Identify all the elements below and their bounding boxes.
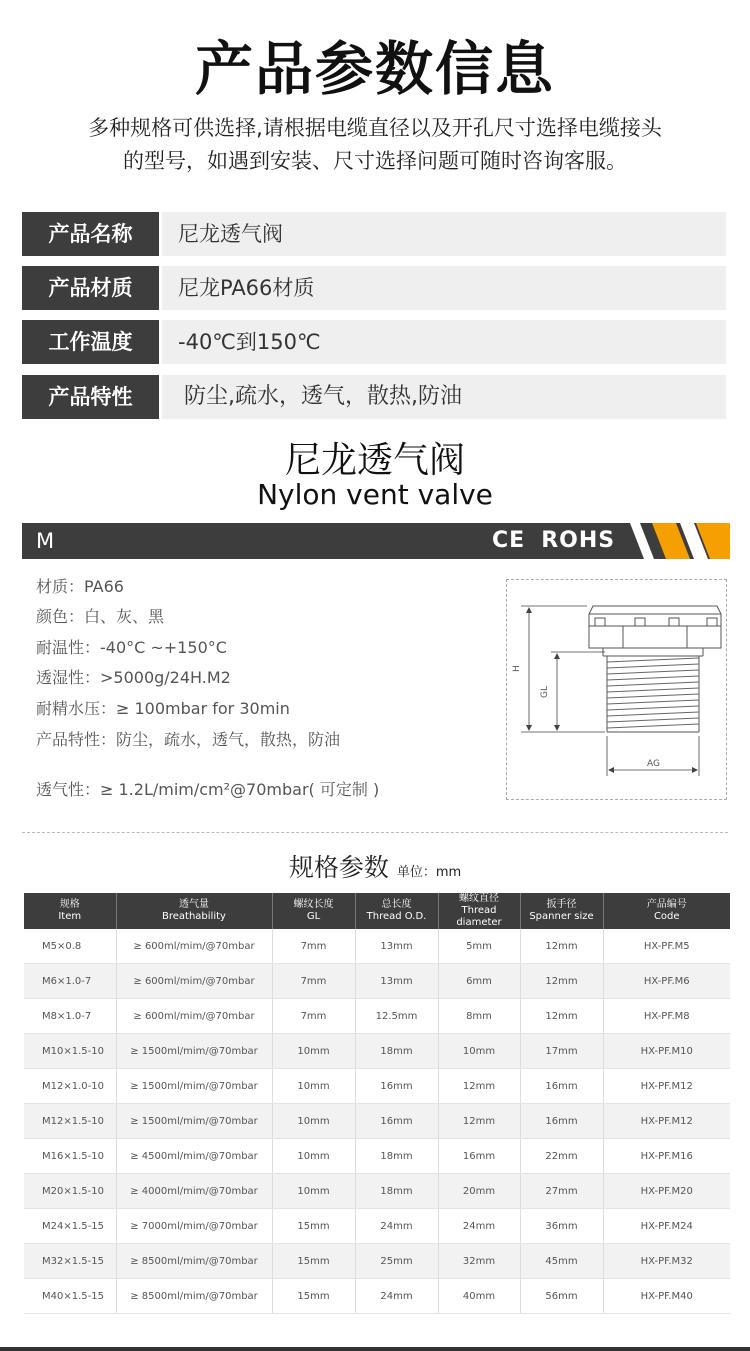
info-value: 尼龙透气阀: [162, 212, 726, 256]
spec-material: 材质：PA66: [36, 577, 124, 596]
table-row: [24, 1139, 730, 1174]
cell-gl: 7mm: [272, 964, 355, 999]
cell-spanner-size: 17mm: [520, 1034, 603, 1069]
cell-code: HX-PF.M24: [603, 1209, 730, 1244]
cell-thread-diameter: 5mm: [438, 929, 520, 964]
rohs-label: ROHS: [541, 528, 616, 553]
dimension-label-ag: AG: [647, 759, 660, 769]
cell-spanner-size: 12mm: [520, 929, 603, 964]
cell-item: M6×1.0-7: [24, 964, 116, 999]
cell-spanner-size: 16mm: [520, 1069, 603, 1104]
cell-gl: 10mm: [272, 1104, 355, 1139]
cell-thread-diameter: 12mm: [438, 1069, 520, 1104]
cell-thread-od: 12.5mm: [355, 999, 438, 1034]
cell-thread-od: 13mm: [355, 929, 438, 964]
cell-thread-diameter: 16mm: [438, 1139, 520, 1174]
spec-table-unit: 单位：mm: [396, 865, 462, 880]
cell-item: M40×1.5-15: [24, 1279, 116, 1314]
cell-thread-od: 18mm: [355, 1174, 438, 1209]
table-row: [24, 1104, 730, 1139]
info-value: 尼龙PA66材质: [162, 266, 726, 310]
cell-spanner-size: 27mm: [520, 1174, 603, 1209]
cell-breathability: ≥ 600ml/mim/@70mbar: [116, 929, 272, 964]
vent-valve-drawing-icon: [507, 580, 726, 799]
cell-spanner-size: 56mm: [520, 1279, 603, 1314]
spec-features: 产品特性：防尘，疏水，透气，散热，防油: [36, 730, 341, 749]
cell-code: HX-PF.M5: [603, 929, 730, 964]
cell-code: HX-PF.M12: [603, 1069, 730, 1104]
column-header: 透气量 Breathability: [116, 893, 272, 929]
intro-line-2: 的型号，如遇到安装、尺寸选择问题可随时咨询客服。: [123, 149, 627, 173]
cell-code: HX-PF.M6: [603, 964, 730, 999]
model-banner: [22, 523, 730, 559]
cell-spanner-size: 12mm: [520, 964, 603, 999]
cell-gl: 7mm: [272, 929, 355, 964]
technical-drawing: [506, 579, 727, 800]
cell-thread-diameter: 6mm: [438, 964, 520, 999]
cell-thread-od: 24mm: [355, 1209, 438, 1244]
cell-breathability: ≥ 1500ml/mim/@70mbar: [116, 1034, 272, 1069]
spec-color: 颜色：白、灰、黑: [36, 607, 165, 626]
cell-code: HX-PF.M40: [603, 1279, 730, 1314]
cell-spanner-size: 36mm: [520, 1209, 603, 1244]
info-value: 防尘,疏水，透气，散热,防油: [162, 375, 726, 419]
cell-gl: 7mm: [272, 999, 355, 1034]
cell-code: HX-PF.M16: [603, 1139, 730, 1174]
spec-airflow: 透气性：≥ 1.2L/mim/cm²@70mbar( 可定制 ): [36, 780, 380, 799]
cell-item: M20×1.5-10: [24, 1174, 116, 1209]
cell-item: M5×0.8: [24, 929, 116, 964]
spec-water-pressure: 耐精水压：≥ 100mbar for 30min: [36, 699, 290, 718]
dimension-label-h: H: [512, 665, 522, 672]
cell-thread-od: 18mm: [355, 1139, 438, 1174]
table-row: [24, 1069, 730, 1104]
cell-thread-od: 24mm: [355, 1279, 438, 1314]
cell-thread-diameter: 8mm: [438, 999, 520, 1034]
cell-thread-od: 25mm: [355, 1244, 438, 1279]
cell-code: HX-PF.M20: [603, 1174, 730, 1209]
cell-code: HX-PF.M10: [603, 1034, 730, 1069]
info-row-features: [22, 375, 726, 419]
info-value: -40℃到150℃: [162, 320, 726, 364]
product-name-cn: 尼龙透气阀: [284, 440, 465, 481]
cell-item: M12×1.0-10: [24, 1069, 116, 1104]
cell-spanner-size: 45mm: [520, 1244, 603, 1279]
info-label: 产品名称: [22, 212, 159, 256]
table-row: [24, 999, 730, 1034]
cell-item: M32×1.5-15: [24, 1244, 116, 1279]
spec-moisture: 透湿性：>5000g/24H.M2: [36, 668, 231, 687]
intro-line-1: 多种规格可供选择,请根据电缆直径以及开孔尺寸选择电缆接头: [88, 116, 662, 140]
info-row-name: [22, 212, 726, 256]
cell-breathability: ≥ 600ml/mim/@70mbar: [116, 999, 272, 1034]
cell-item: M24×1.5-15: [24, 1209, 116, 1244]
cell-item: M16×1.5-10: [24, 1139, 116, 1174]
product-name-en: Nylon vent valve: [257, 478, 493, 511]
table-row: [24, 964, 730, 999]
cell-thread-diameter: 24mm: [438, 1209, 520, 1244]
column-header: 总长度 Thread O.D.: [355, 893, 438, 929]
cell-item: M8×1.0-7: [24, 999, 116, 1034]
cell-gl: 10mm: [272, 1034, 355, 1069]
cell-thread-od: 13mm: [355, 964, 438, 999]
cell-gl: 15mm: [272, 1209, 355, 1244]
cell-code: HX-PF.M12: [603, 1104, 730, 1139]
dimension-label-gl: GL: [540, 686, 550, 698]
info-label: 工作温度: [22, 320, 159, 364]
cell-breathability: ≥ 1500ml/mim/@70mbar: [116, 1069, 272, 1104]
cell-gl: 10mm: [272, 1069, 355, 1104]
spec-table-heading: [0, 848, 750, 884]
spec-table-title: 规格参数: [288, 853, 389, 882]
cell-thread-diameter: 12mm: [438, 1104, 520, 1139]
cell-breathability: ≥ 4000ml/mim/@70mbar: [116, 1174, 272, 1209]
info-row-material: [22, 266, 726, 310]
info-label: 产品特性: [22, 375, 159, 419]
cell-thread-diameter: 10mm: [438, 1034, 520, 1069]
cell-gl: 15mm: [272, 1279, 355, 1314]
cell-breathability: ≥ 1500ml/mim/@70mbar: [116, 1104, 272, 1139]
column-header: 螺纹直径 Thread diameter: [438, 893, 520, 929]
cell-gl: 15mm: [272, 1244, 355, 1279]
cell-spanner-size: 12mm: [520, 999, 603, 1034]
table-row: [24, 1174, 730, 1209]
certifications: [492, 523, 615, 559]
table-header-row: [24, 893, 730, 929]
cell-breathability: ≥ 8500ml/mim/@70mbar: [116, 1244, 272, 1279]
table-row: [24, 1244, 730, 1279]
cell-code: HX-PF.M8: [603, 999, 730, 1034]
table-row: [24, 1279, 730, 1314]
cell-gl: 10mm: [272, 1174, 355, 1209]
table-row: [24, 1034, 730, 1069]
intro-text: [40, 112, 710, 178]
info-label: 产品材质: [22, 266, 159, 310]
cell-breathability: ≥ 8500ml/mim/@70mbar: [116, 1279, 272, 1314]
cell-breathability: ≥ 7000ml/mim/@70mbar: [116, 1209, 272, 1244]
bottom-border: [0, 1347, 750, 1351]
cell-thread-diameter: 20mm: [438, 1174, 520, 1209]
cell-item: M10×1.5-10: [24, 1034, 116, 1069]
cell-code: HX-PF.M32: [603, 1244, 730, 1279]
column-header: 扳手径 Spanner size: [520, 893, 603, 929]
info-row-temperature: [22, 320, 726, 364]
cell-thread-od: 18mm: [355, 1034, 438, 1069]
spec-temperature: 耐温性：-40°C ~+150°C: [36, 638, 227, 657]
page-title: 产品参数信息: [194, 35, 555, 103]
cell-gl: 10mm: [272, 1139, 355, 1174]
stripes-decoration-icon: [630, 523, 730, 559]
cell-thread-od: 16mm: [355, 1104, 438, 1139]
spec-table: [24, 893, 730, 1314]
cell-spanner-size: 22mm: [520, 1139, 603, 1174]
cell-spanner-size: 16mm: [520, 1104, 603, 1139]
cell-item: M12×1.5-10: [24, 1104, 116, 1139]
cell-breathability: ≥ 600ml/mim/@70mbar: [116, 964, 272, 999]
table-row: [24, 1209, 730, 1244]
ce-mark-icon: CE: [492, 528, 526, 553]
column-header: 规格 Item: [24, 893, 116, 929]
cell-thread-diameter: 32mm: [438, 1244, 520, 1279]
column-header: 螺纹长度 GL: [272, 893, 355, 929]
model-letter: M: [36, 529, 55, 553]
section-divider: [22, 832, 728, 833]
table-row: [24, 929, 730, 964]
cell-thread-od: 16mm: [355, 1069, 438, 1104]
cell-thread-diameter: 40mm: [438, 1279, 520, 1314]
column-header: 产品编号 Code: [603, 893, 730, 929]
cell-breathability: ≥ 4500ml/mim/@70mbar: [116, 1139, 272, 1174]
